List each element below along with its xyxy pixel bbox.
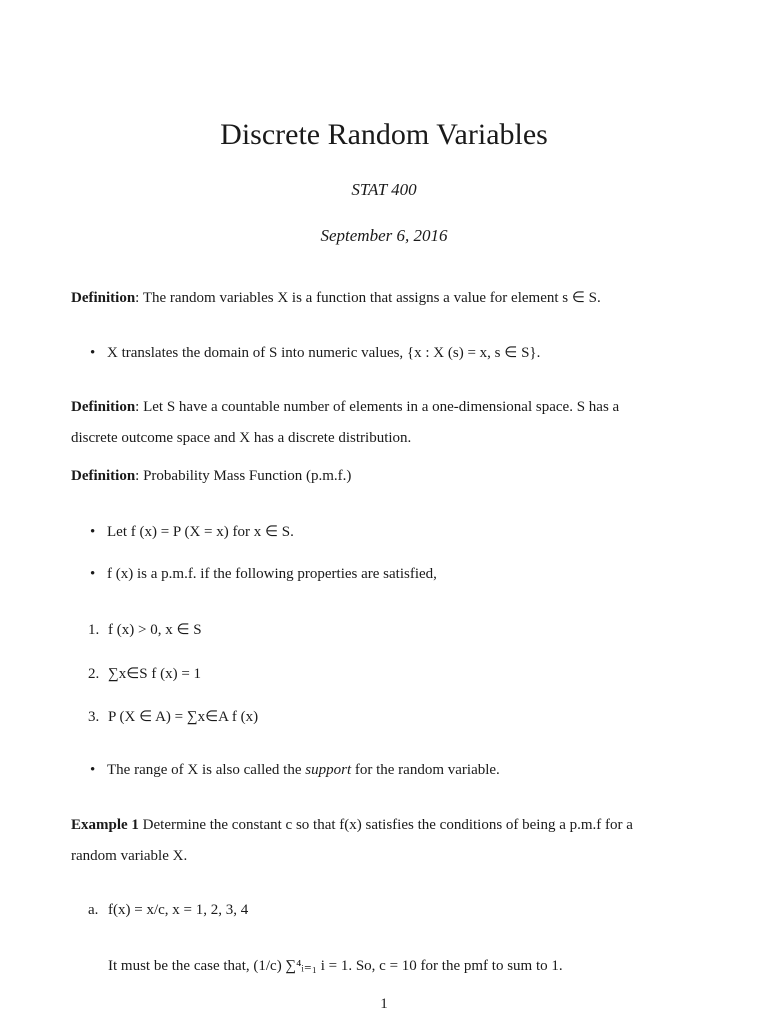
part-label: a. <box>88 902 99 918</box>
example-line <box>71 810 697 841</box>
bullet-domain-translation <box>90 343 690 362</box>
support-term: support <box>305 762 352 778</box>
definition-discrete-distribution <box>71 392 697 454</box>
property-item <box>88 707 688 726</box>
example-part-a <box>88 902 688 919</box>
definition-pmf <box>71 461 697 492</box>
definition-label: Definition <box>71 399 136 415</box>
property-item <box>88 664 688 683</box>
bullet-icon: • <box>90 345 96 361</box>
definition-random-variable <box>71 283 697 314</box>
bullet-support <box>90 762 690 779</box>
bullet-pmf-properties <box>90 566 690 583</box>
definition-text: : The random variables X is a function that assigns a value for element s ∈ S. <box>135 290 601 306</box>
bullet-text: Let f (x) = P (X = x) for x ∈ S. <box>107 524 294 540</box>
property-number: 2. <box>88 666 100 682</box>
property-number: 1. <box>88 622 100 638</box>
example-statement <box>71 810 697 872</box>
page-number: 1 <box>380 996 388 1012</box>
bullet-icon: • <box>90 566 96 582</box>
definition-line <box>71 392 697 423</box>
property-text: f (x) > 0, x ∈ S <box>108 622 202 638</box>
part-text: f(x) = x/c, x = 1, 2, 3, 4 <box>108 902 249 918</box>
bullet-text: The range of X is also called the <box>107 762 306 778</box>
bullet-text: f (x) is a p.m.f. if the following properties are satisfied, <box>107 566 437 582</box>
definition-text: : Let S have a countable number of elements in a one-dimensional space. S has a <box>135 399 620 415</box>
definition-line: discrete outcome space and X has a discrete distribution. <box>71 430 412 446</box>
property-text: P (X ∈ A) = ∑x∈A f (x) <box>108 709 259 725</box>
example-line: random variable X. <box>71 848 188 864</box>
property-number: 3. <box>88 709 100 725</box>
page-title: Discrete Random Variables <box>220 118 548 151</box>
example-label: Example 1 <box>71 817 139 833</box>
definition-label: Definition <box>71 290 136 306</box>
example-text: Determine the constant c so that f(x) satisfies the conditions of being a p.m.f for a <box>138 817 633 833</box>
bullet-icon: • <box>90 762 96 778</box>
document-date: September 6, 2016 <box>320 226 448 245</box>
definition-text: : Probability Mass Function (p.m.f.) <box>135 468 352 484</box>
solution-text: It must be the case that, (1/c) ∑⁴ᵢ₌₁ i = 1. So, c = 10 for the pmf to sum to 1. <box>108 958 563 974</box>
bullet-text: for the random variable. <box>351 762 500 778</box>
bullet-text: X translates the domain of S into numeric values, {x : X (s) = x, s ∈ S}. <box>107 345 541 361</box>
property-item <box>88 620 688 639</box>
definition-label: Definition <box>71 468 136 484</box>
bullet-icon: • <box>90 524 96 540</box>
bullet-pmf-definition <box>90 522 690 541</box>
course-name: STAT 400 <box>351 180 417 199</box>
property-text: ∑x∈S f (x) = 1 <box>108 666 202 682</box>
